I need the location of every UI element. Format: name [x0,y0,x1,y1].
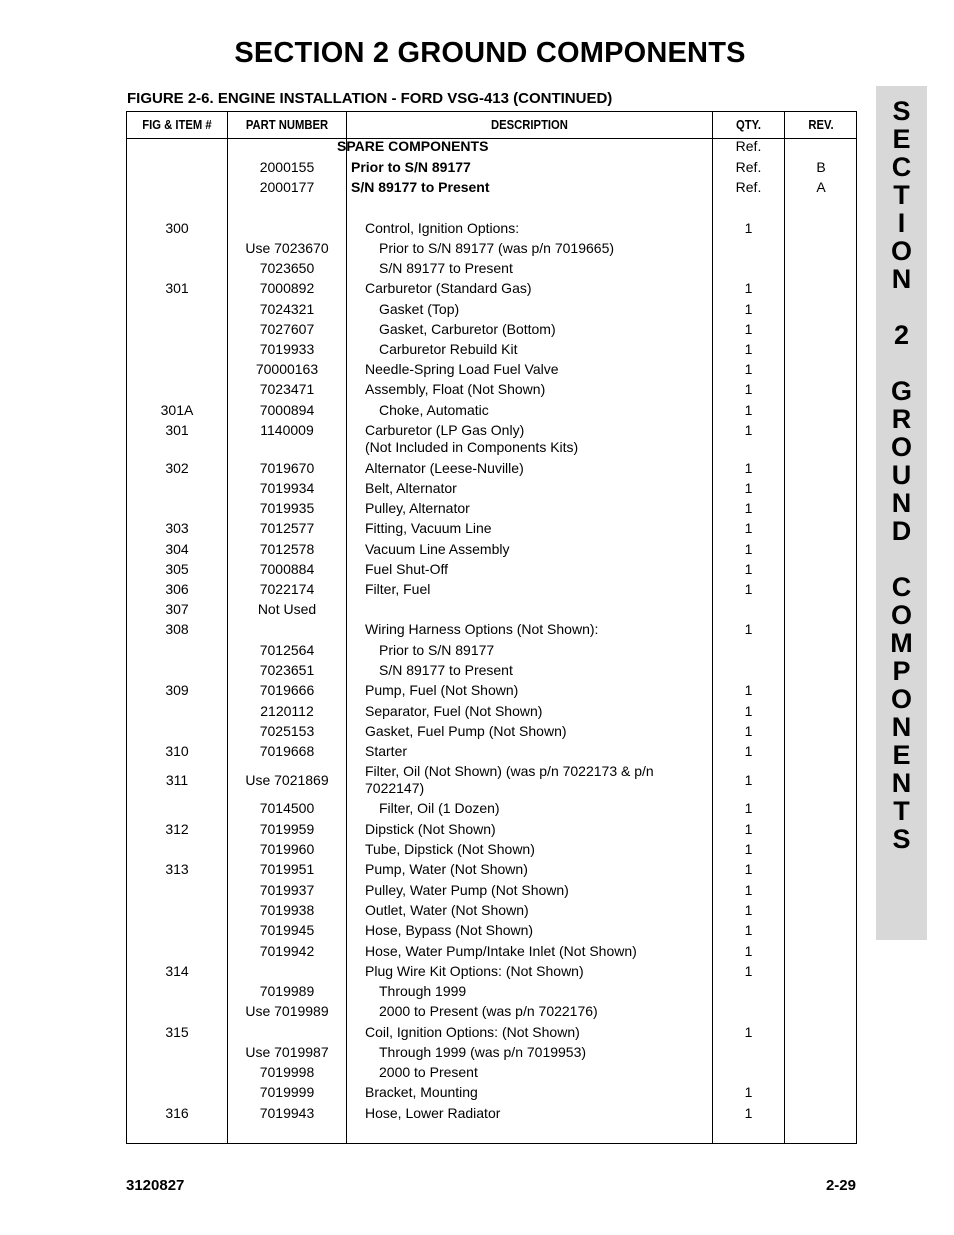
part-number: Use 7023670 [245,240,329,256]
part-description: Pulley, Water Pump (Not Shown) [365,882,569,898]
part-description: Fitting, Vacuum Line [365,520,492,536]
quantity: 1 [744,682,753,698]
part-number: 7012564 [259,642,315,658]
section-tab-letter: U [891,460,912,490]
quantity: 1 [744,460,753,476]
part-description: S/N 89177 to Present [379,662,513,678]
section-tab-letter: T [893,180,910,210]
part-number: 7000894 [259,402,315,418]
quantity: 1 [744,480,753,496]
part-number: 7019998 [259,1064,315,1080]
section-tab-letter: N [891,712,912,742]
part-description: Filter, Fuel [365,581,431,597]
part-number: Not Used [257,601,317,617]
column-divider [784,112,785,1143]
part-description: Pulley, Alternator [365,500,470,516]
part-description: Wiring Harness Options (Not Shown): [365,621,599,637]
item-number: 310 [165,743,189,759]
quantity: Ref. [735,159,762,175]
quantity: 1 [744,703,753,719]
part-number: 7012577 [259,520,315,536]
part-number: 7027607 [259,321,315,337]
quantity: 1 [744,861,753,877]
section-tab [876,86,927,940]
section-tab-letter: G [890,376,912,406]
part-number: 7019942 [259,943,315,959]
item-number: 300 [165,220,189,236]
part-description-continued: 7022147) [365,780,425,796]
section-tab-letter [876,293,927,321]
part-description: Separator, Fuel (Not Shown) [365,703,543,719]
quantity: 1 [744,963,753,979]
section-tab-letter: N [891,768,912,798]
quantity: 1 [744,341,753,357]
part-number: 7019989 [259,983,315,999]
part-description: Hose, Bypass (Not Shown) [365,922,534,938]
part-number: 7023651 [259,662,315,678]
quantity: 1 [744,772,753,788]
part-description: Carburetor Rebuild Kit [379,341,518,357]
part-description: 2000 to Present [379,1064,478,1080]
page-number: 2-29 [825,1177,856,1194]
part-description: Through 1999 (was p/n 7019953) [379,1044,587,1060]
part-number: 7000884 [259,561,315,577]
item-number: 302 [165,460,189,476]
quantity: 1 [744,1105,753,1121]
part-description: Prior to S/N 89177 [351,159,471,175]
item-number: 301 [165,280,189,296]
header-rev: REV. [808,118,834,132]
part-description: Assembly, Float (Not Shown) [365,381,546,397]
part-description: Gasket (Top) [379,301,460,317]
section-tab-letter: O [890,684,912,714]
section-tab-letter: E [892,124,911,154]
part-number: 7022174 [259,581,315,597]
quantity: 1 [744,301,753,317]
section-tab-letters [876,97,927,853]
item-number: 308 [165,621,189,637]
quantity: 1 [744,541,753,557]
part-number: Use 7019987 [245,1044,329,1060]
item-number: 316 [165,1105,189,1121]
quantity: Ref. [735,179,762,195]
part-description: Needle-Spring Load Fuel Valve [365,361,559,377]
header-part-number: PART NUMBER [245,118,329,132]
part-number: 7019668 [259,743,315,759]
part-description: Bracket, Mounting [365,1084,478,1100]
quantity: 1 [744,821,753,837]
part-number: Use 7021869 [245,772,329,788]
section-tab-letter: D [891,516,912,546]
part-description: S/N 89177 to Present [379,260,513,276]
item-number: 307 [165,601,189,617]
part-number: 7025153 [259,723,315,739]
part-description: Through 1999 [379,983,467,999]
quantity: 1 [744,220,753,236]
item-number: 315 [165,1024,189,1040]
section-tab-letter: T [893,796,910,826]
part-description: Control, Ignition Options: [365,220,520,236]
column-divider [346,112,347,1143]
quantity: 1 [744,800,753,816]
section-tab-letter: O [890,236,912,266]
quantity: 1 [744,321,753,337]
quantity: 1 [744,1024,753,1040]
part-number: 7012578 [259,541,315,557]
part-number: 1140009 [260,422,314,438]
quantity: 1 [744,381,753,397]
item-number: 305 [165,561,189,577]
quantity: 1 [744,922,753,938]
part-number: 7019670 [259,460,315,476]
part-number: 7019935 [259,500,315,516]
part-number: 70000163 [255,361,319,377]
section-tab-letter [876,545,927,573]
section-tab-letter [876,349,927,377]
item-number: 301 [165,422,189,438]
quantity: 1 [744,520,753,536]
part-description: Filter, Oil (1 Dozen) [379,800,500,816]
part-number: 7019945 [259,922,315,938]
parts-table [126,111,857,1144]
part-number: 7019959 [259,821,315,837]
item-number: 312 [165,821,189,837]
quantity: 1 [744,943,753,959]
header-description: DESCRIPTION [491,118,568,132]
section-tab-letter: N [891,488,912,518]
part-number: 7019933 [259,341,315,357]
quantity: 1 [744,1084,753,1100]
quantity: 1 [744,422,753,438]
revision: B [816,159,826,175]
part-description: Gasket, Fuel Pump (Not Shown) [365,723,567,739]
part-number: 2000177 [259,179,315,195]
part-description: Dipstick (Not Shown) [365,821,496,837]
quantity: 1 [744,402,753,418]
part-description: Filter, Oil (Not Shown) (was p/n 7022173 & p/n [365,763,654,779]
item-number: 313 [165,861,189,877]
part-number: 7019938 [259,902,315,918]
part-number: 7023650 [259,260,315,276]
quantity: 1 [744,723,753,739]
part-description: Carburetor (LP Gas Only) [365,422,525,438]
part-description: Gasket, Carburetor (Bottom) [379,321,556,337]
part-number: 7000892 [259,280,315,296]
quantity: 1 [744,902,753,918]
item-number: 311 [165,772,189,788]
quantity: 1 [744,361,753,377]
section-tab-letter: 2 [893,320,910,350]
item-number: 309 [165,682,189,698]
section-tab-letter: E [892,740,911,770]
item-number: 303 [165,520,189,536]
part-number: 7024321 [259,301,315,317]
section-tab-letter: S [892,824,911,854]
part-description: S/N 89177 to Present [351,179,490,195]
part-number: 7019934 [259,480,315,496]
part-number: 7023471 [259,381,315,397]
part-description: Hose, Water Pump/Intake Inlet (Not Shown) [365,943,637,959]
quantity: 1 [744,841,753,857]
part-description: 2000 to Present (was p/n 7022176) [379,1003,598,1019]
section-tab-letter: P [892,656,911,686]
item-number: 314 [165,963,189,979]
section-tab-letter: R [891,404,912,434]
section-tab-letter: C [891,152,912,182]
quantity: 1 [744,621,753,637]
part-number: 7019951 [259,861,315,877]
part-description: Plug Wire Kit Options: (Not Shown) [365,963,584,979]
document-number: 3120827 [126,1177,185,1194]
part-number: 2120112 [260,703,314,719]
quantity: 1 [744,581,753,597]
part-description: Vacuum Line Assembly [365,541,510,557]
part-description: Alternator (Leese-Nuville) [365,460,524,476]
item-number: 306 [165,581,189,597]
part-description: Prior to S/N 89177 [379,642,495,658]
part-description: Outlet, Water (Not Shown) [365,902,529,918]
part-description: Coil, Ignition Options: (Not Shown) [365,1024,580,1040]
part-description: Tube, Dipstick (Not Shown) [365,841,535,857]
part-description: Choke, Automatic [379,402,489,418]
part-number: 7019943 [259,1105,315,1121]
header-qty: QTY. [735,118,762,132]
section-tab-letter: O [890,432,912,462]
section-tab-letter: S [892,96,911,126]
part-description: Starter [365,743,408,759]
part-description: Fuel Shut-Off [365,561,449,577]
section-tab-letter: N [891,264,912,294]
part-description: Pump, Water (Not Shown) [365,861,528,877]
revision: A [816,179,826,195]
part-number: 7014500 [259,800,315,816]
part-description-continued: (Not Included in Components Kits) [365,439,579,455]
quantity: 1 [744,561,753,577]
part-description: Prior to S/N 89177 (was p/n 7019665) [379,240,615,256]
part-number: 7019937 [259,882,315,898]
figure-title: FIGURE 2-6. ENGINE INSTALLATION - FORD VSG-413 (CONTINUED) [127,90,613,107]
part-number: 2000155 [259,159,315,175]
quantity: 1 [744,882,753,898]
part-description: SPARE COMPONENTS [337,138,489,154]
section-tab-letter: O [890,600,912,630]
part-description: Pump, Fuel (Not Shown) [365,682,519,698]
quantity: Ref. [735,138,762,154]
section-tab-letter: C [891,572,912,602]
part-description: Hose, Lower Radiator [365,1105,501,1121]
part-number: 7019960 [259,841,315,857]
section-tab-letter: M [890,628,913,658]
part-number: 7019666 [259,682,315,698]
part-description: Belt, Alternator [365,480,457,496]
section-tab-letter: I [897,208,906,238]
section-title: SECTION 2 GROUND COMPONENTS [234,37,746,69]
item-number: 304 [165,541,189,557]
part-description: Carburetor (Standard Gas) [365,280,532,296]
part-number: Use 7019989 [245,1003,329,1019]
part-number: 7019999 [259,1084,315,1100]
quantity: 1 [744,500,753,516]
quantity: 1 [744,280,753,296]
item-number: 301A [160,402,194,418]
header-item: FIG & ITEM # [142,118,212,132]
quantity: 1 [744,743,753,759]
